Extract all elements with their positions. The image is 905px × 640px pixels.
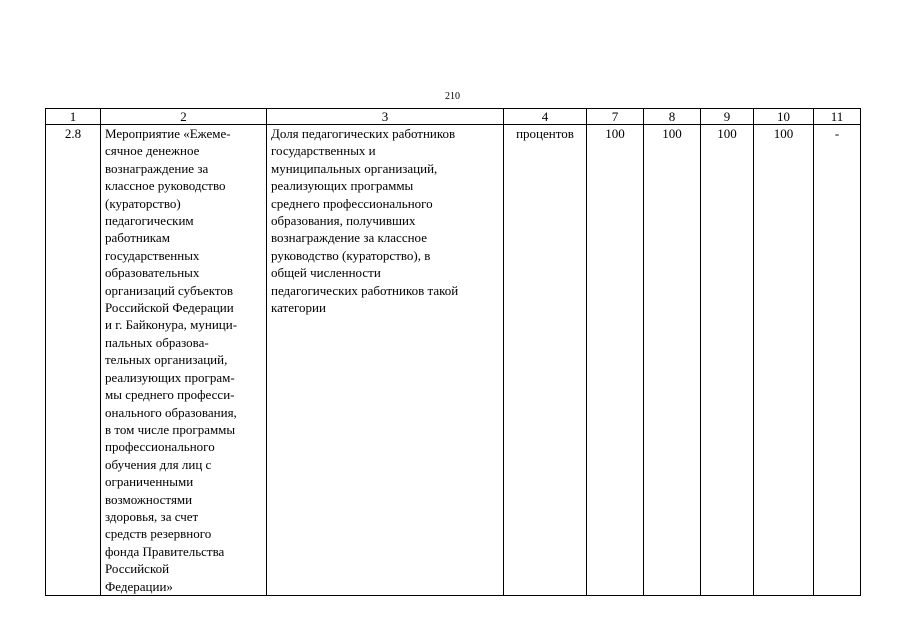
column-header-9: 9 [701, 109, 754, 125]
value-col-7: 100 [587, 125, 644, 596]
page-number: 210 [445, 91, 460, 102]
event-description: Мероприятие «Ежеме- сячное денежное вознаграждение за классное руководство (кураторство) педагогическим работникам государственных образовательных организаций субъектов Российской Федерации и г. Байконура, муници- пальных образова- тельных организаций, реализующих програм- мы среднего професси- онального образования, в том числе программы профессионального обучения для лиц с ограниченными возможностями здоровья, за счет средств резервного фонда Правительства Российской Федерации» [101, 125, 267, 596]
value-col-11: - [814, 125, 861, 596]
table-row [46, 125, 861, 596]
column-header-10: 10 [754, 109, 814, 125]
column-header-11: 11 [814, 109, 861, 125]
column-header-4: 4 [504, 109, 587, 125]
indicators-table [45, 108, 861, 596]
unit-cell: процентов [504, 125, 587, 596]
column-header-8: 8 [644, 109, 701, 125]
column-header-1: 1 [46, 109, 101, 125]
value-col-10: 100 [754, 125, 814, 596]
column-header-3: 3 [267, 109, 504, 125]
indicator-description: Доля педагогических работников государственных и муниципальных организаций, реализующих программы среднего профессионального образования, получивших вознаграждение за классное руководство (кураторство), в общей численности педагогических работников такой категории [267, 125, 504, 596]
value-col-9: 100 [701, 125, 754, 596]
column-header-2: 2 [101, 109, 267, 125]
table-header-row [46, 109, 861, 125]
column-header-7: 7 [587, 109, 644, 125]
row-number: 2.8 [46, 125, 101, 596]
value-col-8: 100 [644, 125, 701, 596]
